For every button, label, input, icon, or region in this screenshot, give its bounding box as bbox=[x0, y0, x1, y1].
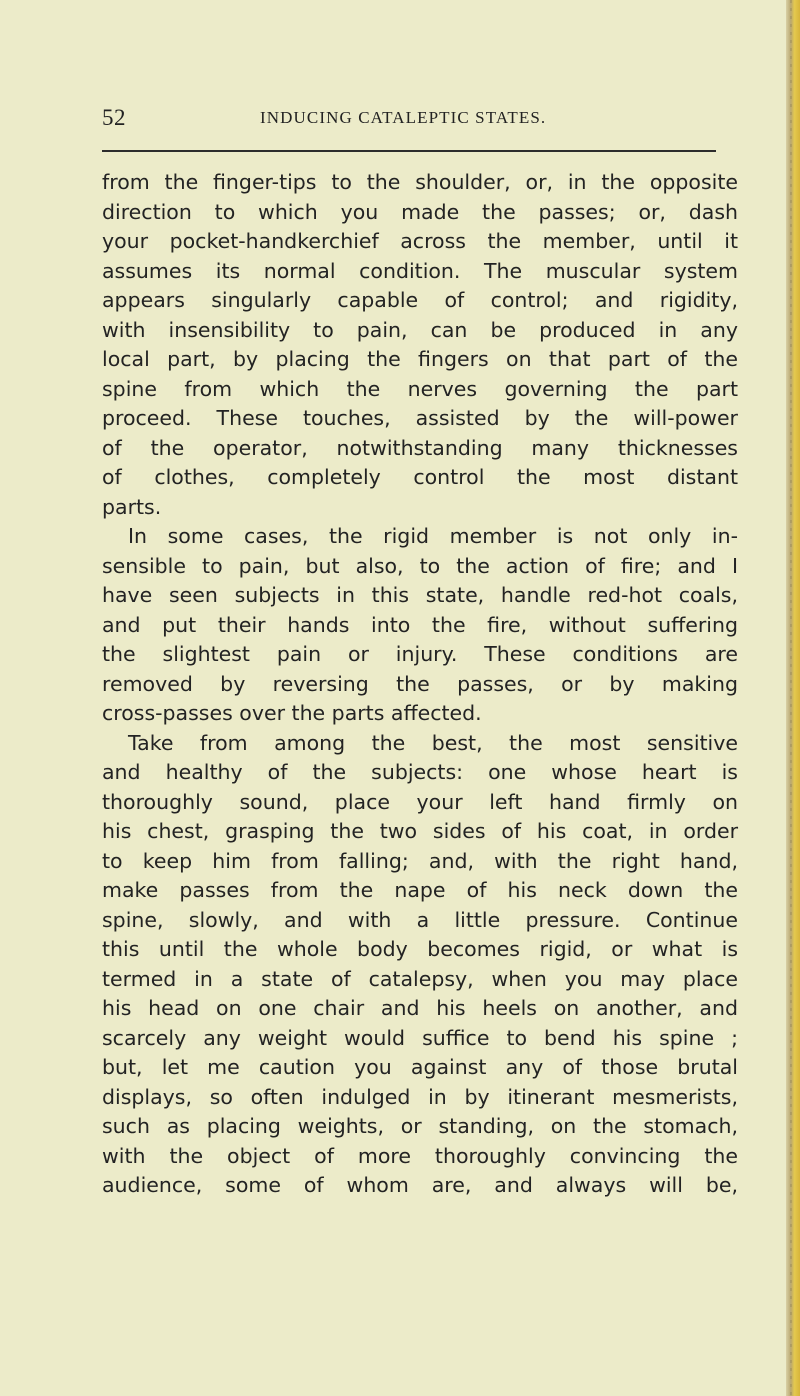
text-line: displays, so often indulged in by itinerant mesmerists, bbox=[102, 1084, 738, 1109]
text-line: removed by reversing the passes, or by making bbox=[102, 671, 738, 696]
paragraph-end-line: parts. bbox=[102, 494, 162, 519]
text-line: direction to which you made the passes; or, dash bbox=[102, 199, 738, 224]
paragraph-start-line: In some cases, the rigid member is not only in- bbox=[128, 524, 738, 548]
text-line: of clothes, completely control the most distant bbox=[102, 465, 738, 489]
text-line: the slightest pain or injury. These conditions are bbox=[102, 642, 738, 666]
page-header bbox=[102, 104, 714, 132]
text-line: but, let me caution you against any of those brutal bbox=[102, 1055, 738, 1079]
text-line: sensible to pain, but also, to the action of fire; and I bbox=[102, 553, 738, 578]
page-number: 52 bbox=[102, 105, 126, 130]
body-text bbox=[102, 168, 738, 1201]
text-line: proceed. These touches, assisted by the will-power bbox=[102, 406, 738, 430]
text-line: his head on one chair and his heels on another, and bbox=[102, 996, 738, 1020]
text-line: of the operator, notwithstanding many thicknesses bbox=[102, 435, 738, 460]
text-line: spine, slowly, and with a little pressure. Continue bbox=[102, 907, 738, 932]
header-rule bbox=[102, 150, 716, 152]
text-line: scarcely any weight would suffice to bend his spine ; bbox=[102, 1025, 738, 1050]
text-line: and put their hands into the fire, without suffering bbox=[102, 612, 738, 637]
text-line: local part, by placing the fingers on that part of the bbox=[102, 347, 738, 371]
text-line: with insensibility to pain, can be produced in any bbox=[102, 317, 738, 342]
page-edge bbox=[786, 0, 800, 1396]
text-line: assumes its normal condition. The muscular system bbox=[102, 258, 738, 283]
running-head: INDUCING CATALEPTIC STATES. bbox=[260, 108, 547, 127]
text-line: to keep him from falling; and, with the right hand, bbox=[102, 848, 738, 873]
text-line: have seen subjects in this state, handle red-hot coals, bbox=[102, 583, 738, 607]
text-line: such as placing weights, or standing, on the stomach, bbox=[102, 1114, 738, 1138]
text-line: your pocket-handkerchief across the member, until it bbox=[102, 229, 738, 253]
text-line: with the object of more thoroughly convincing the bbox=[102, 1143, 738, 1168]
text-line: this until the whole body becomes rigid, or what is bbox=[102, 937, 738, 961]
text-line: and healthy of the subjects: one whose heart is bbox=[102, 760, 738, 784]
text-line: thoroughly sound, place your left hand firmly on bbox=[102, 789, 738, 814]
text-line: spine from which the nerves governing the part bbox=[102, 376, 738, 401]
paragraph-end-line: cross-passes over the parts affected. bbox=[102, 701, 482, 725]
text-line: from the finger-tips to the shoulder, or, in the opposite bbox=[102, 170, 738, 194]
paragraph-start-line: Take from among the best, the most sensitive bbox=[128, 730, 738, 755]
text-line: his chest, grasping the two sides of his coat, in order bbox=[102, 819, 738, 843]
text-line: audience, some of whom are, and always will be, bbox=[102, 1173, 738, 1197]
text-line: termed in a state of catalepsy, when you may place bbox=[102, 966, 738, 991]
text-line: appears singularly capable of control; and rigidity, bbox=[102, 288, 738, 312]
text-line: make passes from the nape of his neck down the bbox=[102, 878, 738, 902]
